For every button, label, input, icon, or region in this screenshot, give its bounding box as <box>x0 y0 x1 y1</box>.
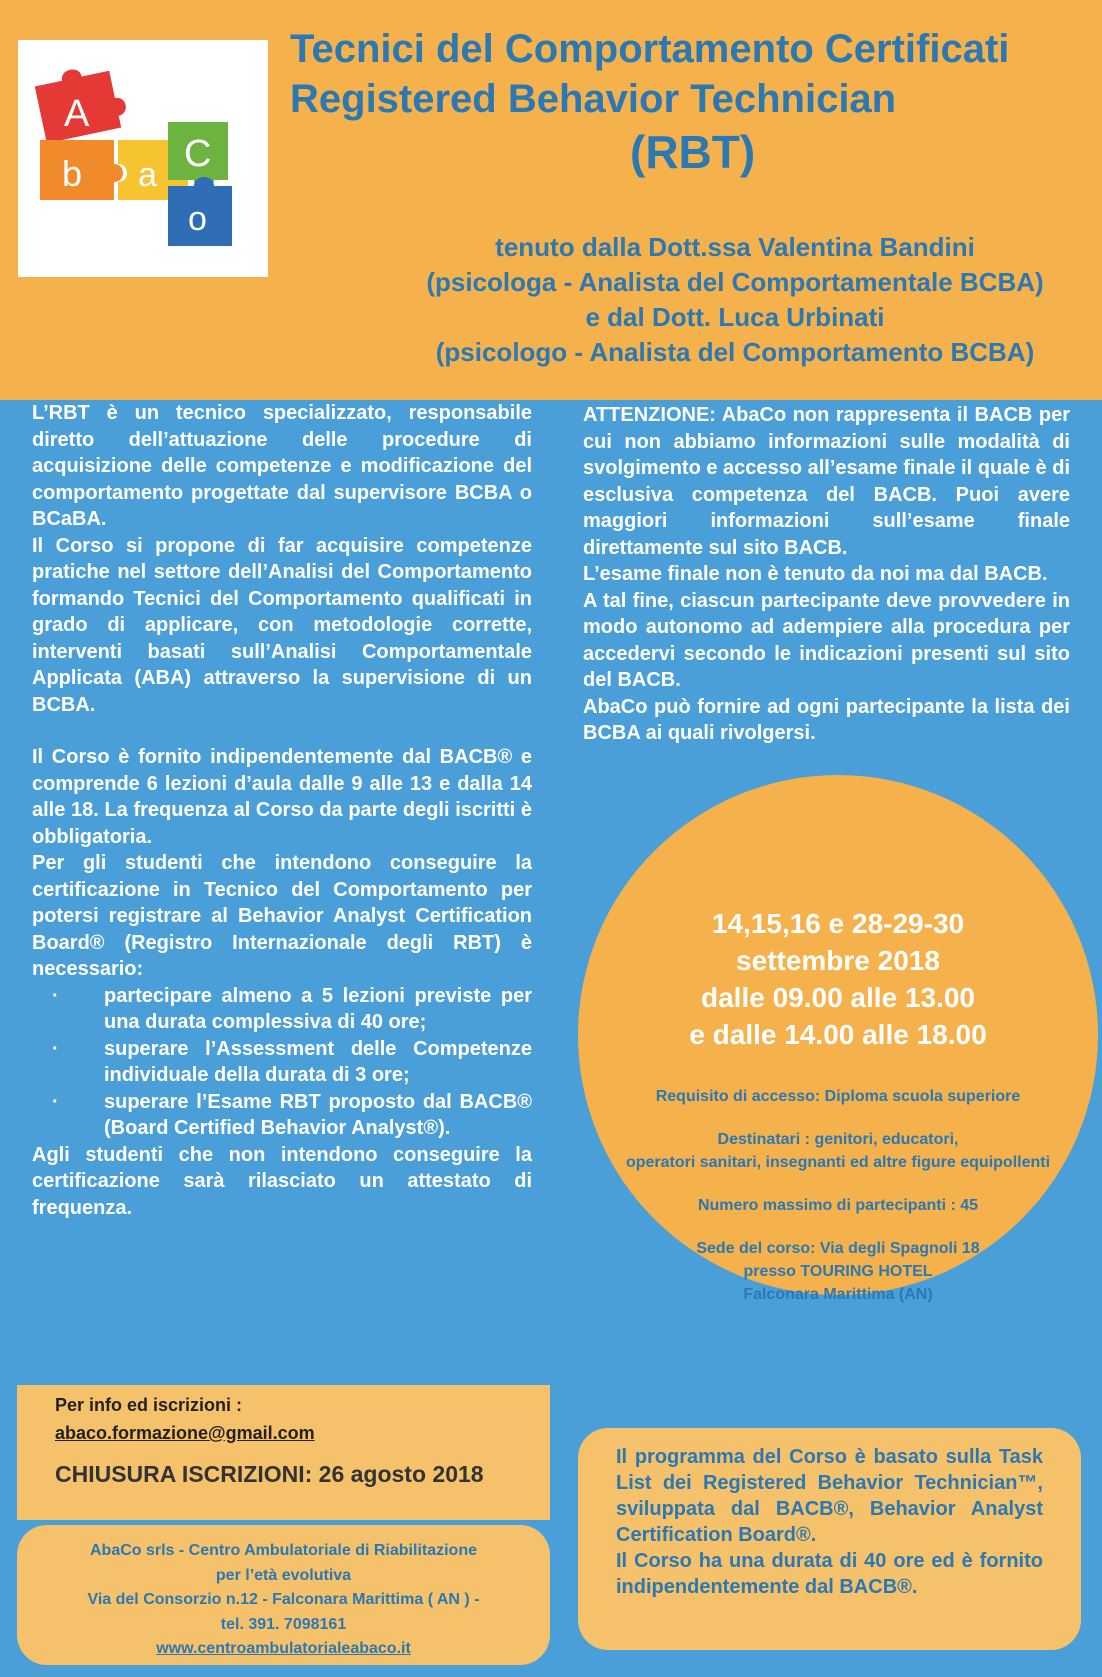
byline-line-4: (psicologo - Analista del Comportamento BCBA) <box>435 337 1035 367</box>
title-line-2: Registered Behavior Technician <box>290 77 897 121</box>
dates-line-1: 14,15,16 e 28-29-30 <box>711 908 965 939</box>
title-line-1: Tecnici del Comportamento Certificati <box>290 27 1010 71</box>
bullet-icon: · <box>52 1090 59 1113</box>
logo-letter-b: b <box>62 153 83 194</box>
course-description <box>32 400 532 1221</box>
requirements-list <box>32 983 532 1142</box>
byline-line-1: tenuto dalla Dott.ssa Valentina Bandini <box>495 232 975 262</box>
course-venue <box>578 1237 1098 1306</box>
byline-line-2: (psicologa - Analista del Comportamentale BCBA) <box>426 267 1044 297</box>
puzzle-logo-icon <box>18 40 268 277</box>
footer-line-2: per l’età evolutiva <box>215 1566 352 1584</box>
paragraph-spacer <box>32 718 532 744</box>
target-audience-line-1: Destinatari : genitori, educatori, <box>717 1131 959 1148</box>
program-paragraph-2: Il Corso ha una durata di 40 ore ed è fornito indipendentemente dal BACB®. <box>616 1550 1043 1598</box>
instructors-byline <box>380 230 1090 370</box>
registration-info-box <box>17 1385 550 1520</box>
description-paragraph-1: L’RBT è un tecnico specializzato, responsabile diretto dell’attuazione delle procedure di acquisizione delle competenze e modificazione del comportamento progettate dal supervisore BCBA o BCaBA. <box>32 402 532 530</box>
requirement-text: partecipare almeno a 5 lezioni previste per una durata complessiva di 40 ore; <box>104 984 532 1033</box>
logo-letter-a-upper: A <box>64 93 90 135</box>
logo-letter-a: a <box>138 156 157 194</box>
target-audience-line-2: operatori sanitari, insegnanti ed altre figure equipollenti <box>625 1154 1051 1171</box>
venue-line-2: presso TOURING HOTEL <box>743 1263 933 1280</box>
venue-line-3: Falconara Marittima (AN) <box>743 1286 933 1303</box>
requirement-text: superare l’Assessment delle Competenze individuale della durata di 3 ore; <box>104 1037 532 1086</box>
logo-letter-c: C <box>184 133 212 175</box>
footer-line-1: AbaCo srls - Centro Ambulatoriale di Riabilitazione <box>89 1542 477 1559</box>
schedule-dates <box>578 905 1098 1053</box>
dates-line-3: dalle 09.00 alle 13.00 <box>701 982 975 1013</box>
notice-paragraph-4: AbaCo può fornire ad ogni partecipante la lista dei BCBA ai quali rivolgersi. <box>583 695 1070 744</box>
notice-paragraph-1: ATTENZIONE: AbaCo non rappresenta il BACB per cui non abbiamo informazioni sulle modalità di svolgimento e accesso all’esame finale il quale è di esclusiva competenza del BACB. Puoi avere maggiori informazioni sull’esame finale direttamente sul sito BACB. <box>583 404 1070 559</box>
notice-paragraph-3: A tal fine, ciascun partecipante deve provvedere in modo autonomo ad adempiere alla procedura per accedervi secondo le indicazioni presenti sul sito del BACB. <box>583 589 1070 691</box>
info-label: Per info ed iscrizioni : <box>55 1395 243 1415</box>
exam-notice <box>583 402 1070 747</box>
course-details <box>578 1085 1098 1326</box>
description-paragraph-4: Per gli studenti che intendono conseguire la certificazione in Tecnico del Comportamento per potersi registrare al Behavior Analyst Certification Board® (Registro Internazionale degli RBT) è necessario: <box>32 852 532 980</box>
notice-paragraph-2: L’esame finale non è tenuto da noi ma dal BACB. <box>583 563 1048 585</box>
requirement-item <box>32 1089 532 1142</box>
bullet-icon: · <box>52 984 59 1007</box>
target-audience <box>578 1128 1098 1174</box>
footer-line-3: Via del Consorzio n.12 - Falconara Marittima ( AN ) - <box>87 1591 480 1608</box>
access-requirement: Requisito di accesso: Diploma scuola superiore <box>655 1088 1021 1105</box>
byline-line-3: e dal Dott. Luca Urbinati <box>585 302 885 332</box>
footer-phone: tel. 391. 7098161 <box>220 1615 347 1633</box>
registration-deadline: CHIUSURA ISCRIZIONI: 26 agosto 2018 <box>55 1461 484 1487</box>
description-paragraph-3: Il Corso è fornito indipendentemente dal BACB® e comprende 6 lezioni d’aula dalle 9 alle 13 e dalla 14 alle 18. La frequenza al Corso da parte degli iscritti è obbligatoria. <box>32 746 532 848</box>
company-footer <box>17 1525 550 1665</box>
program-paragraph-1: Il programma del Corso è basato sulla Task List dei Registered Behavior Technician™, sviluppata dal BACB®, Behavior Analyst Certification Board®. <box>616 1446 1043 1546</box>
dates-line-2: settembre 2018 <box>736 945 940 976</box>
page-title <box>290 24 1090 180</box>
abaco-logo <box>18 40 268 277</box>
bullet-icon: · <box>52 1037 59 1060</box>
description-paragraph-2: Il Corso si propone di far acquisire competenze pratiche nel settore dell’Analisi del Comportamento formando Tecnici del Comportamento qualificati in grado di applicare, con metodologie corrette, interventi basati sull’Analisi Comportamentale Applicata (ABA) attraverso la supervisione di un BCBA. <box>32 534 532 716</box>
requirement-text: superare l’Esame RBT proposto dal BACB® (Board Certified Behavior Analyst®). <box>104 1090 532 1139</box>
max-participants: Numero massimo di partecipanti : 45 <box>697 1197 979 1214</box>
requirement-item <box>32 983 532 1036</box>
program-info-box <box>578 1428 1081 1650</box>
logo-letter-o: o <box>188 200 207 238</box>
description-paragraph-5: Agli studenti che non intendono conseguire la certificazione sarà rilasciato un attestato di frequenza. <box>32 1143 532 1219</box>
website-link[interactable]: www.centroambulatorialeabaco.it <box>156 1640 411 1657</box>
venue-line-1: Sede del corso: Via degli Spagnoli 18 <box>696 1240 980 1257</box>
title-line-3: (RBT) <box>630 126 756 178</box>
contact-email-link[interactable]: abaco.formazione@gmail.com <box>55 1423 315 1443</box>
requirement-item <box>32 1036 532 1089</box>
dates-line-4: e dalle 14.00 alle 18.00 <box>689 1019 987 1050</box>
